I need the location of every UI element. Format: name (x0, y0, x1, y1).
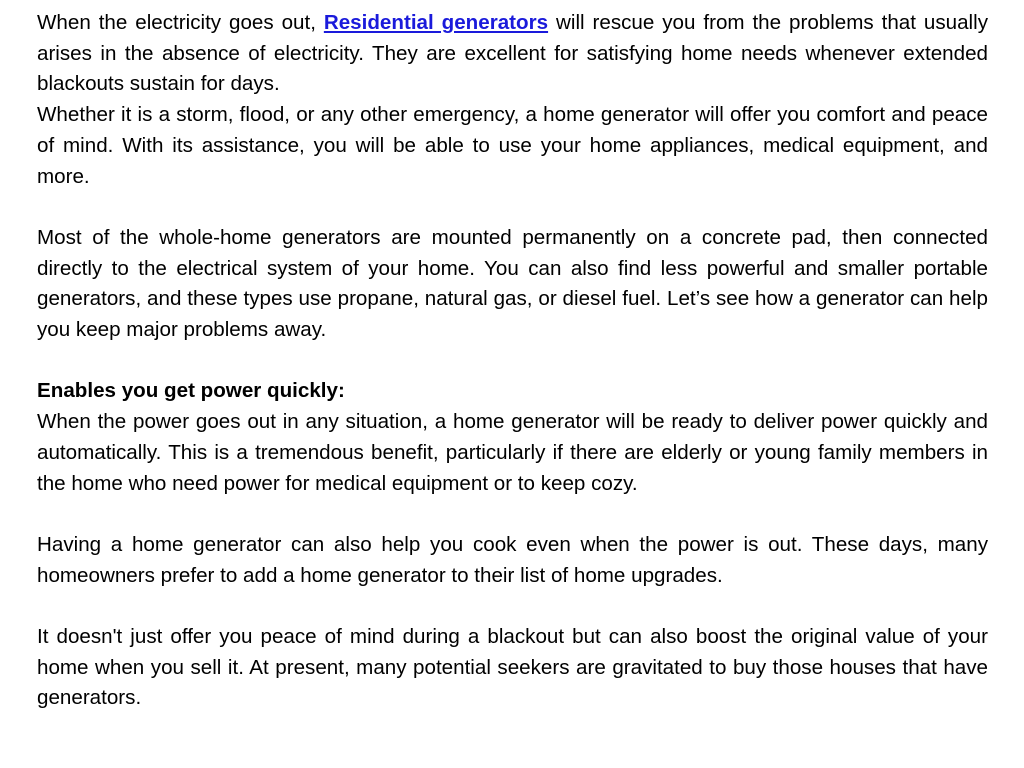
paragraph-gap (37, 591, 988, 622)
paragraph-cook: Having a home generator can also help you cook even when the power is out. These days, many homeowners prefer to add a home generator to their list of home upgrades. (37, 532, 988, 587)
intro-paragraph (37, 8, 988, 100)
paragraph-gap (37, 499, 988, 530)
paragraph-gap (37, 192, 988, 223)
paragraph-storm-flood: Whether it is a storm, flood, or any other emergency, a home generator will offer you comfort and peace of mind. With its assistance, you will be able to use your home appliances, medical equipment, and more. (37, 103, 988, 188)
section-heading: Enables you get power quickly: (37, 379, 345, 403)
paragraph-gap (37, 346, 988, 377)
paragraph-whole-home-generators: Most of the whole-home generators are mounted permanently on a concrete pad, then connected directly to the electrical system of your home. You can also find less powerful and smaller portable generators, and these types use propane, natural gas, or diesel fuel. Let’s see how a generator can help you keep major problems away. (37, 225, 988, 342)
intro-text-end: will rescue you from the problems that usually arises in the absence of electricity. They are excellent for satisfying home needs whenever extended blackouts sustain for days. (37, 11, 988, 96)
intro-text-start: When the electricity goes out, (37, 11, 324, 34)
residential-generators-link[interactable]: Residential generators (323, 11, 549, 34)
paragraph-home-value: It doesn't just offer you peace of mind during a blackout but can also boost the original value of your home when you sell it. At present, many potential seekers are gravitated to buy those houses that have generators. (37, 625, 988, 710)
paragraph-power-quickly: When the power goes out in any situation, a home generator will be ready to deliver power quickly and automatically. This is a tremendous benefit, particularly if there are elderly or young family members in the home who need power for medical equipment or to keep cozy. (37, 410, 988, 495)
